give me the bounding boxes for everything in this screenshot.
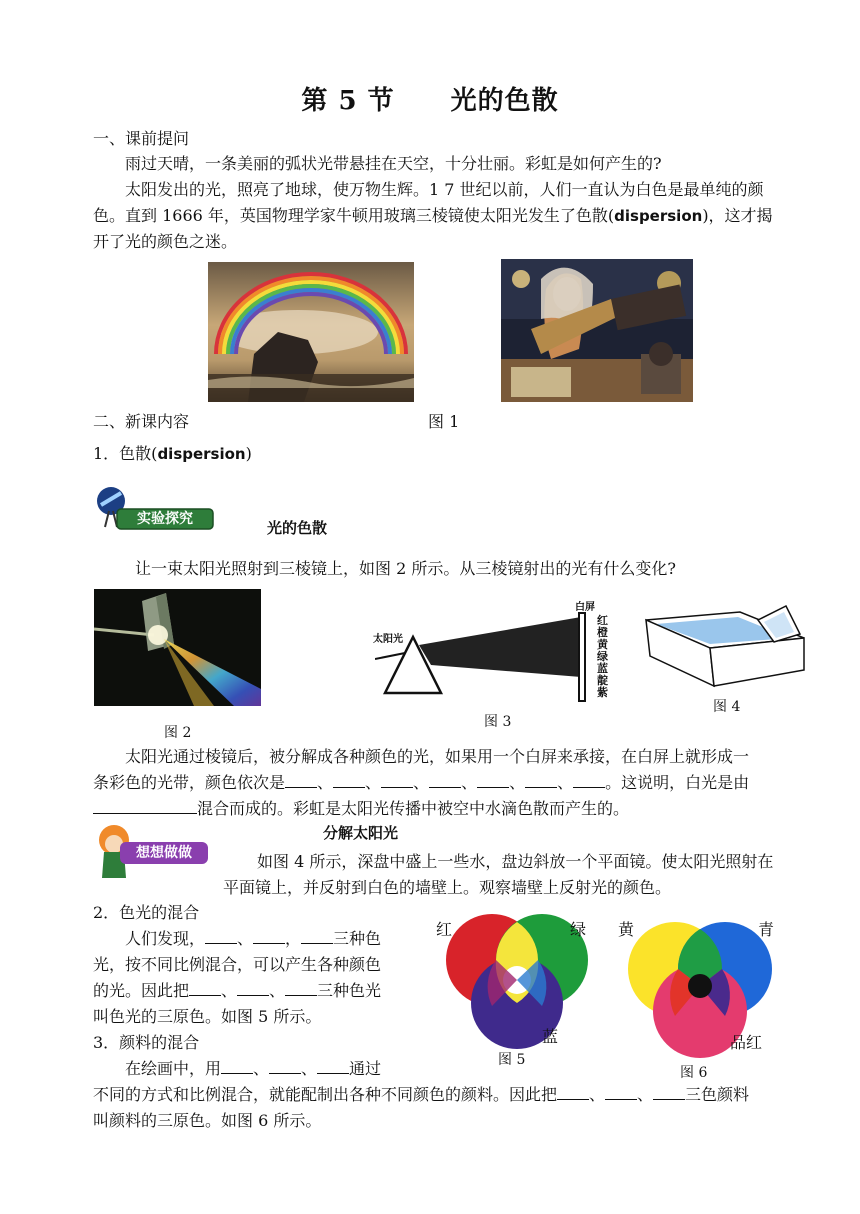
blank-color-1[interactable] xyxy=(285,773,317,788)
blank-pigment-1[interactable] xyxy=(221,1059,253,1074)
blank-color-6[interactable] xyxy=(525,773,557,788)
think-line1: 如图 4 所示，深盘中盛上一些水，盘边斜放一个平面镜。使太阳光照射在 xyxy=(257,852,774,871)
water-tray-diagram xyxy=(640,598,810,690)
dispersion-line2: 条彩色的光带，颜色依次是 、 、 、 、 、 、 。这说明，白光是由 xyxy=(93,773,750,792)
figure-5-caption: 图 5 xyxy=(498,1052,526,1068)
think-line2: 平面镜上，并反射到白色的墙壁上。观察墙壁上反射光的颜色。 xyxy=(223,878,672,897)
blank-color-5[interactable] xyxy=(477,773,509,788)
blank-pigment-5[interactable] xyxy=(605,1085,637,1100)
blank-white-light[interactable] xyxy=(93,799,197,814)
light-mixing-line4: 叫色光的三原色。如图 5 所示。 xyxy=(93,1007,322,1026)
blank-color-3[interactable] xyxy=(381,773,413,788)
light-mixing-line2: 光，按不同比例混合，可以产生各种颜色 xyxy=(93,955,382,974)
light-mixing-line1: 人们发现， 、 ， 三种色 xyxy=(125,929,382,948)
dispersion-line3: 混合而成的。彩虹是太阳光传播中被空中水滴色散而产生的。 xyxy=(93,796,823,821)
pigment-mixing-line2: 不同的方式和比例混合，就能配制出各种不同颜色的颜料。因此把 、 、 三色颜料 xyxy=(93,1085,750,1104)
paragraph-intro-line3: 开了光的颜色之迷。 xyxy=(93,232,238,251)
blank-pigment-6[interactable] xyxy=(653,1085,685,1100)
figure-4-caption: 图 4 xyxy=(713,699,741,715)
blank-color-4[interactable] xyxy=(429,773,461,788)
figure-6-caption: 图 6 xyxy=(680,1065,708,1081)
dispersion-line1: 太阳光通过棱镜后，被分解成各种颜色的光，如果用一个白屏来承接，在白屏上就形成一 xyxy=(125,747,750,766)
blank-light-primary-2[interactable] xyxy=(253,929,285,944)
experiment-badge: 实验探究 xyxy=(95,483,215,533)
section-heading-2: 二、新课内容 xyxy=(93,412,190,431)
blank-color-2[interactable] xyxy=(333,773,365,788)
subtractive-color-diagram: 黄 青 品红 xyxy=(618,914,778,1059)
blank-light-primary-4[interactable] xyxy=(189,981,221,996)
subsection-light-mixing: 2．色光的混合 xyxy=(93,903,200,922)
experiment-instruction: 让一束太阳光照射到三棱镜上，如图 2 所示。从三棱镜射出的光有什么变化? xyxy=(135,559,676,578)
pigment-mixing-line1: 在绘画中，用 、 、 通过 xyxy=(125,1059,382,1078)
subsection-dispersion: 1．色散(dispersion) xyxy=(93,444,252,463)
paragraph-question: 雨过天晴，一条美丽的弧状光带悬挂在天空，十分壮丽。彩虹是如何产生的? xyxy=(125,154,662,173)
paragraph-intro-line1: 太阳发出的光，照亮了地球，使万物生辉。1 7 世纪以前，人们一直认为白色是最单纯的颜 xyxy=(125,180,764,199)
pigment-mixing-line3: 叫颜料的三原色。如图 6 所示。 xyxy=(93,1111,322,1130)
blank-light-primary-6[interactable] xyxy=(285,981,317,996)
blank-pigment-2[interactable] xyxy=(269,1059,301,1074)
figure-2-caption: 图 2 xyxy=(164,725,192,741)
newton-photo xyxy=(501,259,693,402)
blank-light-primary-3[interactable] xyxy=(301,929,333,944)
blank-pigment-3[interactable] xyxy=(317,1059,349,1074)
light-mixing-line3: 的光。因此把 、 、 三种色光 xyxy=(93,981,382,1000)
think-title: 分解太阳光 xyxy=(323,824,399,842)
paragraph-intro-line2: 色。直到 1666 年，英国物理学家牛顿用玻璃三棱镜使太阳光发生了色散(dispersion)，这才揭 xyxy=(93,206,773,225)
figure-3-caption: 图 3 xyxy=(484,714,512,730)
prism-diagram: 太阳光 白屏 红橙黄绿蓝靛紫 xyxy=(373,602,608,699)
rainbow-photo xyxy=(208,262,414,402)
prism-photo xyxy=(94,589,261,706)
blank-pigment-4[interactable] xyxy=(557,1085,589,1100)
additive-color-diagram: 红 绿 蓝 xyxy=(432,914,602,1049)
figure-1-caption: 图 1 xyxy=(428,412,460,431)
blank-color-7[interactable] xyxy=(573,773,605,788)
experiment-title: 光的色散 xyxy=(267,519,328,537)
section-heading-1: 一、课前提问 xyxy=(93,129,190,148)
think-do-badge: 想想做做 xyxy=(94,822,210,880)
subsection-pigment-mixing: 3．颜料的混合 xyxy=(93,1033,200,1052)
blank-light-primary-1[interactable] xyxy=(205,929,237,944)
blank-light-primary-5[interactable] xyxy=(237,981,269,996)
page-title: 第 5 节 光的色散 xyxy=(301,86,559,116)
